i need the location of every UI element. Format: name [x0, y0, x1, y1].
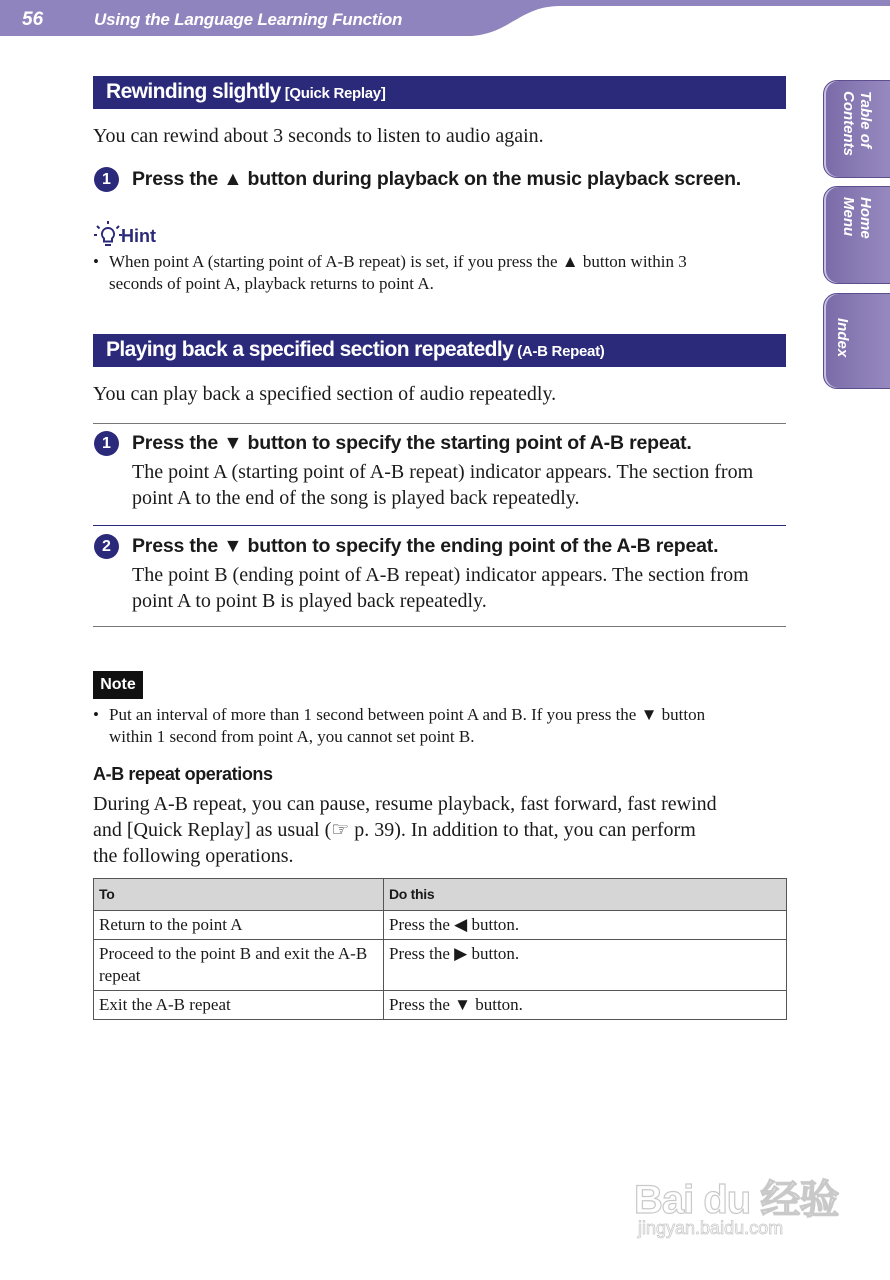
table-cell: Proceed to the point B and exit the A-B repeat [94, 940, 384, 991]
divider [93, 626, 786, 627]
hint-line: When point A (starting point of A-B repeat) is set, if you press the ▲ button within 3 [109, 252, 687, 271]
ab-ops-paragraph: the following operations. [93, 845, 294, 867]
table-cell: Press the ▶ button. [384, 940, 787, 991]
table-cell: Press the ▼ button. [384, 991, 787, 1020]
hint-line: seconds of point A, playback returns to point A. [109, 274, 434, 293]
table-cell: Exit the A-B repeat [94, 991, 384, 1020]
table-row [94, 911, 787, 940]
note-line: within 1 second from point A, you cannot set point B. [109, 727, 475, 746]
watermark-url: jingyan.baidu.com [638, 1218, 784, 1238]
step-description: The point A (starting point of A-B repeat) indicator appears. The section from point A to the end of the song is played back repeatedly. [132, 461, 754, 509]
tab-index[interactable] [823, 293, 890, 389]
section-heading-ab-repeat [93, 334, 786, 367]
step-instruction: Press the ▼ button to specify the starting point of A-B repeat. [132, 432, 692, 454]
down-button-icon: ▼ [223, 535, 243, 557]
down-button-icon: ▼ [223, 432, 243, 454]
step-instruction: Press the ▲ button during playback on the music playback screen. [132, 168, 742, 190]
table-cell: Return to the point A [94, 911, 384, 940]
section-heading-quick-replay [93, 76, 786, 109]
ab-ops-paragraph: During A-B repeat, you can pause, resume playback, fast forward, fast rewind [93, 793, 717, 815]
note-badge: Note [93, 671, 143, 699]
section-tag: (A-B Repeat) [517, 343, 605, 360]
section-intro: You can rewind about 3 seconds to listen to audio again. [93, 125, 544, 147]
divider [93, 423, 786, 424]
subsection-heading: A-B repeat operations [93, 764, 273, 784]
step-instruction: Press the ▼ button to specify the ending point of the A-B repeat. [132, 535, 719, 557]
section-tag: [Quick Replay] [284, 85, 386, 102]
table-row [94, 940, 787, 991]
table-cell: Press the ◀ button. [384, 911, 787, 940]
tab-label: Index [834, 318, 851, 358]
table-row [94, 991, 787, 1020]
step-number-badge: 1 [94, 167, 119, 192]
step-number-badge: 1 [94, 431, 119, 456]
ab-ops-paragraph: and [Quick Replay] as usual (☞ p. 39). In addition to that, you can perform [93, 819, 696, 841]
table-header-row [94, 879, 787, 911]
tab-label: Table of Contents [840, 91, 874, 156]
section-title: Playing back a specified section repeatedly [106, 338, 514, 361]
step-description: The point B (ending point of A-B repeat) indicator appears. The section from point A to point B is played back repeatedly. [132, 564, 749, 612]
lightbulb-icon [93, 220, 123, 250]
section-title: Rewinding slightly [106, 80, 281, 103]
step-number-badge: 2 [94, 534, 119, 559]
chapter-title: Using the Language Learning Function [94, 10, 403, 29]
page-header [0, 0, 890, 40]
section-intro: You can play back a specified section of audio repeatedly. [93, 383, 557, 405]
watermark-logo: Bai du 经验 [634, 1178, 839, 1222]
baidu-watermark [630, 1148, 850, 1248]
column-header: To [94, 879, 384, 911]
page-number: 56 [22, 9, 44, 30]
tab-label: Home Menu [840, 197, 874, 239]
divider [93, 525, 786, 526]
note-line: Put an interval of more than 1 second between point A and B. If you press the ▼ button [109, 705, 706, 724]
column-header: Do this [384, 879, 787, 911]
up-button-icon: ▲ [223, 168, 243, 190]
tab-home-menu[interactable] [823, 186, 890, 284]
operations-table [93, 878, 787, 1020]
hint-label: Hint [121, 226, 156, 246]
tab-table-of-contents[interactable] [823, 80, 890, 178]
